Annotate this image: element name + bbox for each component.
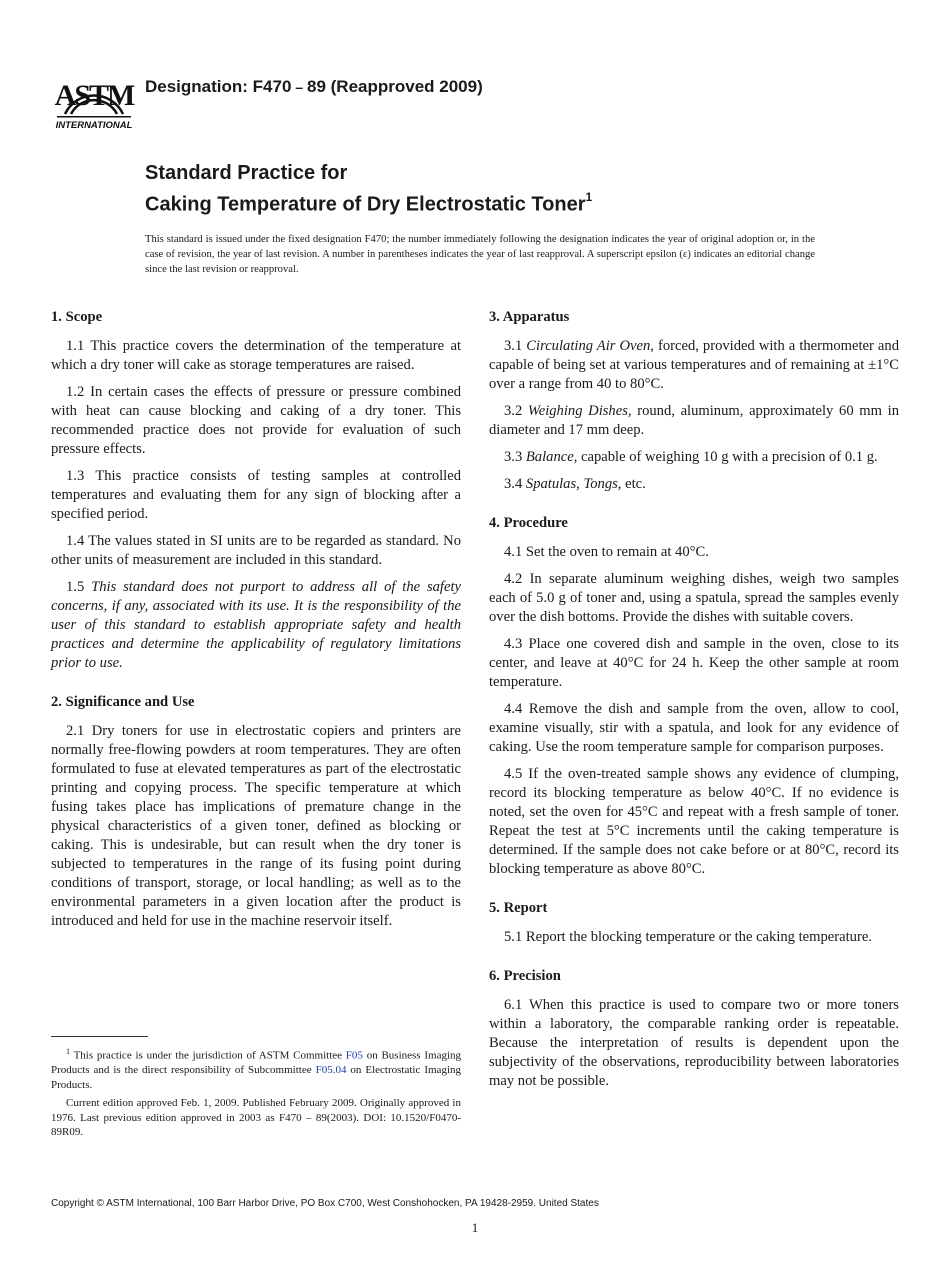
copyright-notice: Copyright © ASTM International, 100 Barr Harbor Drive, PO Box C700, West Conshohocken, PA 19428-2959. United States bbox=[51, 1198, 599, 1209]
issuance-note: This standard is issued under the fixed designation F470; the number immediately following the designation indicates the year of original adoption or, in the case of revision, the year of last revision. A number in parentheses indicates the year of last reapproval. A superscript epsilon (ε) indicates an editorial change since the last revision or reapproval. bbox=[145, 234, 815, 275]
title-line-2 bbox=[145, 186, 592, 218]
paragraph-2-1: 2.1 Dry toners for use in electrostatic copiers and printers are normally free-flowing powders at room temperatures. They are often formulated to fuse at elevated temperatures as part of the electrostatic printing and copying process. The specific temperature at which fusing takes place has implications of premature change in the physical characteristics of a given toner, defined as blocking or caking. This is undesirable, but can result when the dry toner is subjected to temperatures in the range of its fusing point during conditions of transport, storage, or local handling; as well as to the environmental parameters in a given location after the product is introduced and held for use in the machine reservoir itself. bbox=[51, 723, 461, 929]
footnote-edition: Current edition approved Feb. 1, 2009. Published February 2009. Originally approved in 1976. Last previous edition approved in 2003 as F470 – 89(2003). DOI: 10.1520/F0470-89R09. bbox=[51, 1097, 461, 1139]
paragraph-1-1: 1.1 This practice covers the determination of the temperature at which a dry toner will cake as storage temperatures are raised. bbox=[51, 338, 461, 373]
paragraph-1-3: 1.3 This practice consists of testing samples at controlled temperatures and evaluating them for any sign of blocking after a specified period. bbox=[51, 468, 461, 522]
committee-link[interactable]: F05 bbox=[345, 1049, 363, 1062]
designation bbox=[145, 77, 483, 97]
section-heading-precision: 6. Precision bbox=[489, 968, 561, 984]
paragraph-number: 3.4 bbox=[504, 476, 526, 492]
paragraph-4-4: 4.4 Remove the dish and sample from the oven, allow to cool, examine visually, stir with a spatula, and look for any evidence of caking. Use the room temperature sample for comparison purposes. bbox=[489, 701, 899, 755]
paragraph-4-3: 4.3 Place one covered dish and sample in the oven, close to its center, and leave at 40°C for 24 h. Keep the other sample at room temperature. bbox=[489, 636, 899, 690]
apparatus-description: forced, provided with a thermometer and capable of being set at various temperatures and of remaining at ±1°C over a range from 40 to 80°C. bbox=[489, 338, 899, 392]
apparatus-term: Circulating Air Oven, bbox=[526, 338, 654, 354]
designation-dash: – bbox=[291, 79, 307, 95]
footnote-text: This practice is under the jurisdiction of ASTM Committee bbox=[70, 1049, 346, 1062]
footnote-divider bbox=[51, 1036, 148, 1037]
subcommittee-link[interactable]: F05.04 bbox=[315, 1064, 347, 1077]
paragraph-1-2: 1.2 In certain cases the effects of pressure or pressure combined with heat can cause blocking and caking of a dry toner. This recommended practice does not provide for evaluation of such pressure effects. bbox=[51, 384, 461, 457]
footnotes bbox=[51, 1045, 461, 1144]
footnote-text: on Business Imaging Products and is the direct responsibility of Subcommittee bbox=[51, 1049, 462, 1077]
astm-logo bbox=[53, 56, 135, 132]
footnote-1 bbox=[51, 1045, 461, 1092]
apparatus-term: Balance, bbox=[525, 449, 578, 465]
section-heading-scope: 1. Scope bbox=[51, 309, 103, 325]
paragraph-4-5: 4.5 If the oven-treated sample shows any evidence of clumping, record its blocking temperature as below 40°C. If no evidence is noted, set the oven for 45°C and repeat with a fresh sample of toner. Repeat the test at 5°C increments until the caking temperature is determined. If the sample does not cake before or at 80°C, record its blocking temperature as above 80°C. bbox=[489, 766, 899, 877]
apparatus-description: etc. bbox=[621, 476, 646, 492]
apparatus-description: round, aluminum, approximately 60 mm in diameter and 17 mm deep. bbox=[489, 403, 899, 438]
title-text: Caking Temperature of Dry Electrostatic Toner bbox=[145, 193, 586, 216]
paragraph-3-4 bbox=[489, 475, 899, 494]
apparatus-term: Weighing Dishes, bbox=[527, 403, 632, 419]
document-title bbox=[145, 160, 592, 218]
svg-text:INTERNATIONAL: INTERNATIONAL bbox=[55, 120, 133, 131]
section-heading-apparatus: 3. Apparatus bbox=[489, 309, 570, 325]
footnote-text: on Electrostatic Imaging Products. bbox=[51, 1064, 461, 1091]
right-column bbox=[489, 308, 899, 1099]
paragraph-6-1: 6.1 When this practice is used to compare two or more toners within a laboratory, the comparable ranking order is repeatable. Because the interpretation of results is dependent upon the subjectivity of the observations, reproducibility between laboratories may not be possible. bbox=[489, 997, 899, 1089]
paragraph-number: 1.5 bbox=[66, 579, 92, 595]
left-column bbox=[51, 308, 461, 939]
paragraph-number: 3.3 bbox=[504, 449, 526, 465]
title-footnote-mark[interactable]: 1 bbox=[585, 190, 593, 204]
paragraph-4-2: 4.2 In separate aluminum weighing dishes, weigh two samples each of 5.0 g of toner and, using a spatula, spread the samples evenly over the dish bottoms. Provide the dishes with suitable covers. bbox=[489, 571, 899, 625]
svg-text:ASTM: ASTM bbox=[54, 79, 134, 112]
paragraph-number: 3.2 bbox=[504, 403, 528, 419]
paragraph-3-1 bbox=[489, 337, 899, 394]
paragraph-5-1: 5.1 Report the blocking temperature or the caking temperature. bbox=[504, 929, 872, 945]
section-heading-procedure: 4. Procedure bbox=[489, 515, 568, 531]
footnote-mark: 1 bbox=[66, 1047, 70, 1056]
paragraph-1-4: 1.4 The values stated in SI units are to be regarded as standard. No other units of measurement are included in this standard. bbox=[51, 533, 461, 568]
apparatus-description: capable of weighing 10 g with a precision of 0.1 g. bbox=[577, 449, 878, 465]
paragraph-3-2 bbox=[489, 402, 899, 440]
apparatus-term: Spatulas, Tongs, bbox=[525, 476, 622, 492]
paragraph-4-1: 4.1 Set the oven to remain at 40°C. bbox=[504, 544, 709, 560]
title-line-1: Standard Practice for bbox=[145, 162, 348, 184]
page-number: 1 bbox=[471, 1220, 479, 1235]
section-heading-significance: 2. Significance and Use bbox=[51, 694, 195, 710]
section-heading-report: 5. Report bbox=[489, 900, 548, 916]
designation-number: Designation: F470 bbox=[145, 77, 292, 96]
designation-year: 89 (Reapproved 2009) bbox=[307, 77, 483, 96]
paragraph-3-3 bbox=[489, 448, 899, 467]
paragraph-1-5 bbox=[51, 578, 461, 673]
safety-caveat: This standard does not purport to address all of the safety concerns, if any, associated with its use. It is the responsibility of the user of this standard to establish appropriate safety and health practices and determine the applicability of regulatory limitations prior to use. bbox=[51, 579, 461, 671]
paragraph-number: 3.1 bbox=[504, 338, 527, 354]
